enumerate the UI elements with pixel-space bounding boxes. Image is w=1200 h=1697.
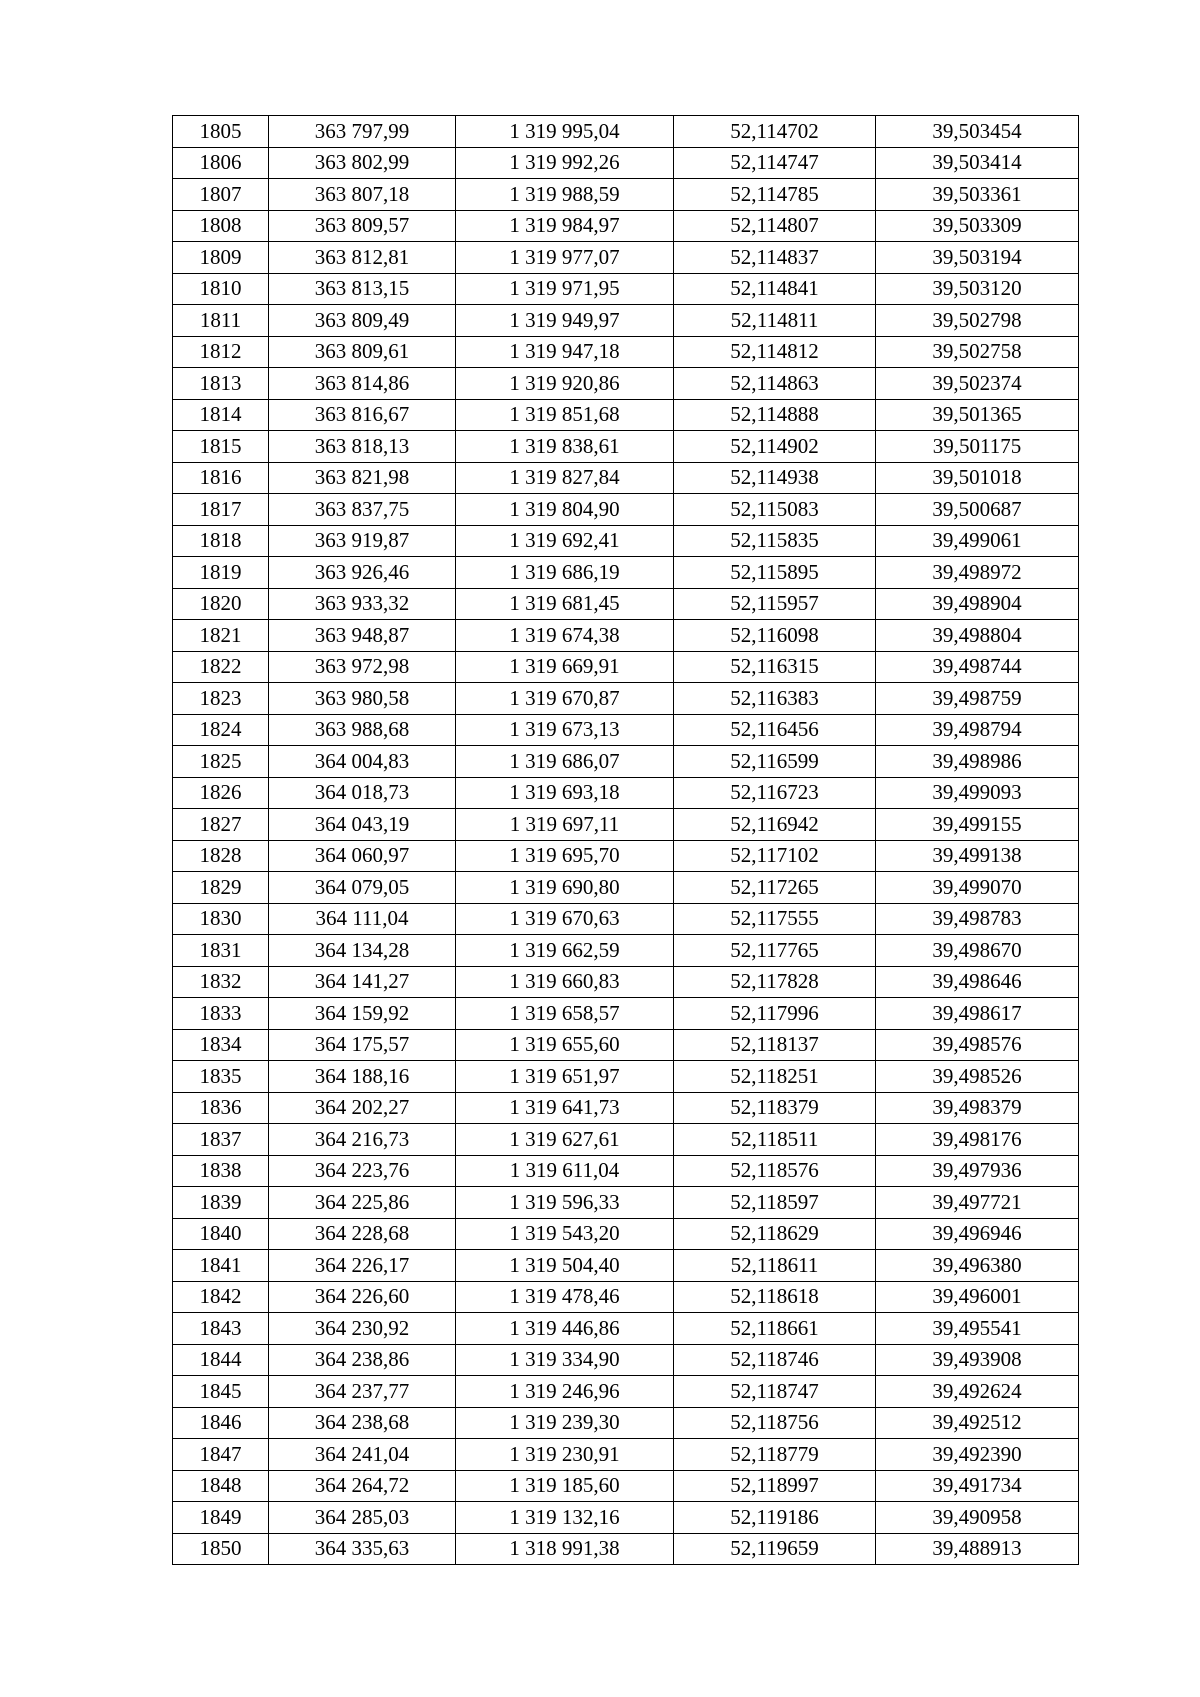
table-row <box>173 1061 1079 1093</box>
x-coordinate-cell: 364 043,19 <box>269 809 456 841</box>
latitude-cell: 52,114938 <box>674 462 876 494</box>
y-coordinate-cell: 1 319 804,90 <box>456 494 674 526</box>
latitude-cell: 52,116599 <box>674 746 876 778</box>
longitude-cell: 39,502374 <box>876 368 1079 400</box>
table-row <box>173 462 1079 494</box>
point-number-cell: 1824 <box>173 714 269 746</box>
latitude-cell: 52,117102 <box>674 840 876 872</box>
latitude-cell: 52,117555 <box>674 903 876 935</box>
longitude-cell: 39,490958 <box>876 1502 1079 1534</box>
latitude-cell: 52,114807 <box>674 210 876 242</box>
latitude-cell: 52,118997 <box>674 1470 876 1502</box>
longitude-cell: 39,499138 <box>876 840 1079 872</box>
latitude-cell: 52,118746 <box>674 1344 876 1376</box>
table-row <box>173 777 1079 809</box>
point-number-cell: 1826 <box>173 777 269 809</box>
coordinates-table-body <box>173 116 1079 1565</box>
x-coordinate-cell: 363 988,68 <box>269 714 456 746</box>
latitude-cell: 52,116942 <box>674 809 876 841</box>
point-number-cell: 1835 <box>173 1061 269 1093</box>
latitude-cell: 52,118661 <box>674 1313 876 1345</box>
latitude-cell: 52,118576 <box>674 1155 876 1187</box>
latitude-cell: 52,118747 <box>674 1376 876 1408</box>
longitude-cell: 39,498617 <box>876 998 1079 1030</box>
point-number-cell: 1819 <box>173 557 269 589</box>
latitude-cell: 52,114841 <box>674 273 876 305</box>
point-number-cell: 1838 <box>173 1155 269 1187</box>
longitude-cell: 39,499093 <box>876 777 1079 809</box>
longitude-cell: 39,503309 <box>876 210 1079 242</box>
table-row <box>173 1313 1079 1345</box>
table-row <box>173 1092 1079 1124</box>
longitude-cell: 39,493908 <box>876 1344 1079 1376</box>
y-coordinate-cell: 1 319 655,60 <box>456 1029 674 1061</box>
coordinates-table <box>172 115 1079 1565</box>
point-number-cell: 1839 <box>173 1187 269 1219</box>
table-row <box>173 1187 1079 1219</box>
table-row <box>173 1218 1079 1250</box>
table-row <box>173 1439 1079 1471</box>
latitude-cell: 52,118379 <box>674 1092 876 1124</box>
longitude-cell: 39,499155 <box>876 809 1079 841</box>
point-number-cell: 1814 <box>173 399 269 431</box>
x-coordinate-cell: 363 972,98 <box>269 651 456 683</box>
longitude-cell: 39,496380 <box>876 1250 1079 1282</box>
table-row <box>173 210 1079 242</box>
longitude-cell: 39,492512 <box>876 1407 1079 1439</box>
latitude-cell: 52,115835 <box>674 525 876 557</box>
point-number-cell: 1825 <box>173 746 269 778</box>
longitude-cell: 39,498646 <box>876 966 1079 998</box>
longitude-cell: 39,502798 <box>876 305 1079 337</box>
latitude-cell: 52,114812 <box>674 336 876 368</box>
x-coordinate-cell: 364 228,68 <box>269 1218 456 1250</box>
y-coordinate-cell: 1 319 334,90 <box>456 1344 674 1376</box>
longitude-cell: 39,498904 <box>876 588 1079 620</box>
x-coordinate-cell: 363 948,87 <box>269 620 456 652</box>
y-coordinate-cell: 1 319 697,11 <box>456 809 674 841</box>
table-row <box>173 557 1079 589</box>
x-coordinate-cell: 364 238,86 <box>269 1344 456 1376</box>
latitude-cell: 52,119186 <box>674 1502 876 1534</box>
table-row <box>173 966 1079 998</box>
x-coordinate-cell: 364 188,16 <box>269 1061 456 1093</box>
table-row <box>173 872 1079 904</box>
x-coordinate-cell: 363 797,99 <box>269 116 456 148</box>
x-coordinate-cell: 364 134,28 <box>269 935 456 967</box>
x-coordinate-cell: 364 230,92 <box>269 1313 456 1345</box>
table-row <box>173 1533 1079 1565</box>
table-row <box>173 1281 1079 1313</box>
y-coordinate-cell: 1 319 641,73 <box>456 1092 674 1124</box>
point-number-cell: 1811 <box>173 305 269 337</box>
latitude-cell: 52,114837 <box>674 242 876 274</box>
x-coordinate-cell: 363 926,46 <box>269 557 456 589</box>
longitude-cell: 39,498804 <box>876 620 1079 652</box>
point-number-cell: 1834 <box>173 1029 269 1061</box>
latitude-cell: 52,116383 <box>674 683 876 715</box>
x-coordinate-cell: 364 223,76 <box>269 1155 456 1187</box>
point-number-cell: 1827 <box>173 809 269 841</box>
latitude-cell: 52,115957 <box>674 588 876 620</box>
latitude-cell: 52,118511 <box>674 1124 876 1156</box>
longitude-cell: 39,496001 <box>876 1281 1079 1313</box>
longitude-cell: 39,492624 <box>876 1376 1079 1408</box>
latitude-cell: 52,116315 <box>674 651 876 683</box>
y-coordinate-cell: 1 319 669,91 <box>456 651 674 683</box>
longitude-cell: 39,498794 <box>876 714 1079 746</box>
x-coordinate-cell: 364 237,77 <box>269 1376 456 1408</box>
latitude-cell: 52,117265 <box>674 872 876 904</box>
latitude-cell: 52,116456 <box>674 714 876 746</box>
longitude-cell: 39,501175 <box>876 431 1079 463</box>
point-number-cell: 1821 <box>173 620 269 652</box>
table-row <box>173 368 1079 400</box>
point-number-cell: 1815 <box>173 431 269 463</box>
table-row <box>173 1470 1079 1502</box>
x-coordinate-cell: 364 141,27 <box>269 966 456 998</box>
x-coordinate-cell: 364 079,05 <box>269 872 456 904</box>
table-row <box>173 1376 1079 1408</box>
y-coordinate-cell: 1 319 681,45 <box>456 588 674 620</box>
table-row <box>173 147 1079 179</box>
table-row <box>173 935 1079 967</box>
latitude-cell: 52,118137 <box>674 1029 876 1061</box>
point-number-cell: 1847 <box>173 1439 269 1471</box>
longitude-cell: 39,496946 <box>876 1218 1079 1250</box>
longitude-cell: 39,499070 <box>876 872 1079 904</box>
x-coordinate-cell: 363 821,98 <box>269 462 456 494</box>
point-number-cell: 1848 <box>173 1470 269 1502</box>
longitude-cell: 39,497936 <box>876 1155 1079 1187</box>
point-number-cell: 1805 <box>173 116 269 148</box>
y-coordinate-cell: 1 319 185,60 <box>456 1470 674 1502</box>
x-coordinate-cell: 364 225,86 <box>269 1187 456 1219</box>
longitude-cell: 39,500687 <box>876 494 1079 526</box>
point-number-cell: 1836 <box>173 1092 269 1124</box>
table-row <box>173 1250 1079 1282</box>
point-number-cell: 1846 <box>173 1407 269 1439</box>
y-coordinate-cell: 1 319 984,97 <box>456 210 674 242</box>
point-number-cell: 1809 <box>173 242 269 274</box>
longitude-cell: 39,488913 <box>876 1533 1079 1565</box>
y-coordinate-cell: 1 319 239,30 <box>456 1407 674 1439</box>
y-coordinate-cell: 1 319 838,61 <box>456 431 674 463</box>
latitude-cell: 52,117996 <box>674 998 876 1030</box>
table-row <box>173 179 1079 211</box>
point-number-cell: 1820 <box>173 588 269 620</box>
table-row <box>173 242 1079 274</box>
table-row <box>173 1124 1079 1156</box>
point-number-cell: 1823 <box>173 683 269 715</box>
latitude-cell: 52,115083 <box>674 494 876 526</box>
latitude-cell: 52,118629 <box>674 1218 876 1250</box>
table-row <box>173 336 1079 368</box>
x-coordinate-cell: 364 202,27 <box>269 1092 456 1124</box>
latitude-cell: 52,118618 <box>674 1281 876 1313</box>
y-coordinate-cell: 1 319 851,68 <box>456 399 674 431</box>
latitude-cell: 52,119659 <box>674 1533 876 1565</box>
x-coordinate-cell: 363 818,13 <box>269 431 456 463</box>
point-number-cell: 1840 <box>173 1218 269 1250</box>
x-coordinate-cell: 363 919,87 <box>269 525 456 557</box>
y-coordinate-cell: 1 319 543,20 <box>456 1218 674 1250</box>
longitude-cell: 39,503361 <box>876 179 1079 211</box>
longitude-cell: 39,503120 <box>876 273 1079 305</box>
table-row <box>173 1344 1079 1376</box>
longitude-cell: 39,503454 <box>876 116 1079 148</box>
x-coordinate-cell: 364 335,63 <box>269 1533 456 1565</box>
longitude-cell: 39,498379 <box>876 1092 1079 1124</box>
y-coordinate-cell: 1 319 670,63 <box>456 903 674 935</box>
point-number-cell: 1829 <box>173 872 269 904</box>
x-coordinate-cell: 363 980,58 <box>269 683 456 715</box>
latitude-cell: 52,114888 <box>674 399 876 431</box>
point-number-cell: 1830 <box>173 903 269 935</box>
latitude-cell: 52,114785 <box>674 179 876 211</box>
y-coordinate-cell: 1 319 827,84 <box>456 462 674 494</box>
x-coordinate-cell: 364 238,68 <box>269 1407 456 1439</box>
latitude-cell: 52,116098 <box>674 620 876 652</box>
x-coordinate-cell: 364 226,17 <box>269 1250 456 1282</box>
y-coordinate-cell: 1 319 673,13 <box>456 714 674 746</box>
y-coordinate-cell: 1 319 132,16 <box>456 1502 674 1534</box>
y-coordinate-cell: 1 319 988,59 <box>456 179 674 211</box>
point-number-cell: 1849 <box>173 1502 269 1534</box>
point-number-cell: 1810 <box>173 273 269 305</box>
x-coordinate-cell: 363 809,57 <box>269 210 456 242</box>
latitude-cell: 52,114902 <box>674 431 876 463</box>
longitude-cell: 39,498670 <box>876 935 1079 967</box>
point-number-cell: 1817 <box>173 494 269 526</box>
longitude-cell: 39,492390 <box>876 1439 1079 1471</box>
point-number-cell: 1807 <box>173 179 269 211</box>
x-coordinate-cell: 363 807,18 <box>269 179 456 211</box>
table-row <box>173 714 1079 746</box>
x-coordinate-cell: 363 809,49 <box>269 305 456 337</box>
point-number-cell: 1850 <box>173 1533 269 1565</box>
x-coordinate-cell: 364 226,60 <box>269 1281 456 1313</box>
table-row <box>173 620 1079 652</box>
x-coordinate-cell: 364 216,73 <box>269 1124 456 1156</box>
point-number-cell: 1833 <box>173 998 269 1030</box>
point-number-cell: 1808 <box>173 210 269 242</box>
point-number-cell: 1813 <box>173 368 269 400</box>
y-coordinate-cell: 1 319 992,26 <box>456 147 674 179</box>
table-row <box>173 431 1079 463</box>
x-coordinate-cell: 363 812,81 <box>269 242 456 274</box>
longitude-cell: 39,497721 <box>876 1187 1079 1219</box>
y-coordinate-cell: 1 319 947,18 <box>456 336 674 368</box>
x-coordinate-cell: 364 159,92 <box>269 998 456 1030</box>
point-number-cell: 1806 <box>173 147 269 179</box>
y-coordinate-cell: 1 319 660,83 <box>456 966 674 998</box>
table-row <box>173 1502 1079 1534</box>
y-coordinate-cell: 1 319 690,80 <box>456 872 674 904</box>
x-coordinate-cell: 364 175,57 <box>269 1029 456 1061</box>
y-coordinate-cell: 1 319 977,07 <box>456 242 674 274</box>
table-row <box>173 525 1079 557</box>
point-number-cell: 1844 <box>173 1344 269 1376</box>
point-number-cell: 1832 <box>173 966 269 998</box>
table-row <box>173 1029 1079 1061</box>
latitude-cell: 52,118251 <box>674 1061 876 1093</box>
latitude-cell: 52,118611 <box>674 1250 876 1282</box>
x-coordinate-cell: 364 004,83 <box>269 746 456 778</box>
point-number-cell: 1841 <box>173 1250 269 1282</box>
latitude-cell: 52,114747 <box>674 147 876 179</box>
x-coordinate-cell: 364 285,03 <box>269 1502 456 1534</box>
table-row <box>173 746 1079 778</box>
y-coordinate-cell: 1 319 695,70 <box>456 840 674 872</box>
longitude-cell: 39,503414 <box>876 147 1079 179</box>
longitude-cell: 39,499061 <box>876 525 1079 557</box>
longitude-cell: 39,501018 <box>876 462 1079 494</box>
point-number-cell: 1842 <box>173 1281 269 1313</box>
point-number-cell: 1843 <box>173 1313 269 1345</box>
table-row <box>173 651 1079 683</box>
table-row <box>173 683 1079 715</box>
table-row <box>173 840 1079 872</box>
x-coordinate-cell: 364 060,97 <box>269 840 456 872</box>
y-coordinate-cell: 1 319 230,91 <box>456 1439 674 1471</box>
y-coordinate-cell: 1 319 949,97 <box>456 305 674 337</box>
y-coordinate-cell: 1 319 670,87 <box>456 683 674 715</box>
y-coordinate-cell: 1 319 693,18 <box>456 777 674 809</box>
y-coordinate-cell: 1 319 971,95 <box>456 273 674 305</box>
x-coordinate-cell: 363 813,15 <box>269 273 456 305</box>
x-coordinate-cell: 363 802,99 <box>269 147 456 179</box>
latitude-cell: 52,117828 <box>674 966 876 998</box>
y-coordinate-cell: 1 319 920,86 <box>456 368 674 400</box>
y-coordinate-cell: 1 319 662,59 <box>456 935 674 967</box>
x-coordinate-cell: 364 241,04 <box>269 1439 456 1471</box>
x-coordinate-cell: 363 814,86 <box>269 368 456 400</box>
y-coordinate-cell: 1 319 478,46 <box>456 1281 674 1313</box>
y-coordinate-cell: 1 319 446,86 <box>456 1313 674 1345</box>
y-coordinate-cell: 1 319 692,41 <box>456 525 674 557</box>
table-row <box>173 998 1079 1030</box>
latitude-cell: 52,114811 <box>674 305 876 337</box>
point-number-cell: 1822 <box>173 651 269 683</box>
longitude-cell: 39,498972 <box>876 557 1079 589</box>
y-coordinate-cell: 1 319 596,33 <box>456 1187 674 1219</box>
table-row <box>173 273 1079 305</box>
table-row <box>173 116 1079 148</box>
table-row <box>173 1155 1079 1187</box>
table-row <box>173 809 1079 841</box>
point-number-cell: 1812 <box>173 336 269 368</box>
latitude-cell: 52,118756 <box>674 1407 876 1439</box>
y-coordinate-cell: 1 319 246,96 <box>456 1376 674 1408</box>
y-coordinate-cell: 1 319 686,19 <box>456 557 674 589</box>
point-number-cell: 1837 <box>173 1124 269 1156</box>
y-coordinate-cell: 1 319 611,04 <box>456 1155 674 1187</box>
latitude-cell: 52,117765 <box>674 935 876 967</box>
y-coordinate-cell: 1 319 504,40 <box>456 1250 674 1282</box>
longitude-cell: 39,501365 <box>876 399 1079 431</box>
y-coordinate-cell: 1 318 991,38 <box>456 1533 674 1565</box>
x-coordinate-cell: 363 933,32 <box>269 588 456 620</box>
longitude-cell: 39,498759 <box>876 683 1079 715</box>
latitude-cell: 52,115895 <box>674 557 876 589</box>
point-number-cell: 1818 <box>173 525 269 557</box>
longitude-cell: 39,498526 <box>876 1061 1079 1093</box>
longitude-cell: 39,498986 <box>876 746 1079 778</box>
point-number-cell: 1845 <box>173 1376 269 1408</box>
longitude-cell: 39,498783 <box>876 903 1079 935</box>
latitude-cell: 52,118597 <box>674 1187 876 1219</box>
x-coordinate-cell: 364 018,73 <box>269 777 456 809</box>
y-coordinate-cell: 1 319 995,04 <box>456 116 674 148</box>
y-coordinate-cell: 1 319 686,07 <box>456 746 674 778</box>
y-coordinate-cell: 1 319 658,57 <box>456 998 674 1030</box>
y-coordinate-cell: 1 319 674,38 <box>456 620 674 652</box>
x-coordinate-cell: 363 809,61 <box>269 336 456 368</box>
longitude-cell: 39,503194 <box>876 242 1079 274</box>
latitude-cell: 52,116723 <box>674 777 876 809</box>
table-row <box>173 494 1079 526</box>
latitude-cell: 52,118779 <box>674 1439 876 1471</box>
point-number-cell: 1816 <box>173 462 269 494</box>
point-number-cell: 1831 <box>173 935 269 967</box>
latitude-cell: 52,114863 <box>674 368 876 400</box>
x-coordinate-cell: 364 264,72 <box>269 1470 456 1502</box>
table-row <box>173 1407 1079 1439</box>
x-coordinate-cell: 363 837,75 <box>269 494 456 526</box>
x-coordinate-cell: 363 816,67 <box>269 399 456 431</box>
table-row <box>173 399 1079 431</box>
longitude-cell: 39,498576 <box>876 1029 1079 1061</box>
x-coordinate-cell: 364 111,04 <box>269 903 456 935</box>
y-coordinate-cell: 1 319 651,97 <box>456 1061 674 1093</box>
table-row <box>173 305 1079 337</box>
latitude-cell: 52,114702 <box>674 116 876 148</box>
point-number-cell: 1828 <box>173 840 269 872</box>
table-row <box>173 903 1079 935</box>
table-row <box>173 588 1079 620</box>
longitude-cell: 39,498176 <box>876 1124 1079 1156</box>
y-coordinate-cell: 1 319 627,61 <box>456 1124 674 1156</box>
longitude-cell: 39,495541 <box>876 1313 1079 1345</box>
longitude-cell: 39,502758 <box>876 336 1079 368</box>
longitude-cell: 39,491734 <box>876 1470 1079 1502</box>
longitude-cell: 39,498744 <box>876 651 1079 683</box>
